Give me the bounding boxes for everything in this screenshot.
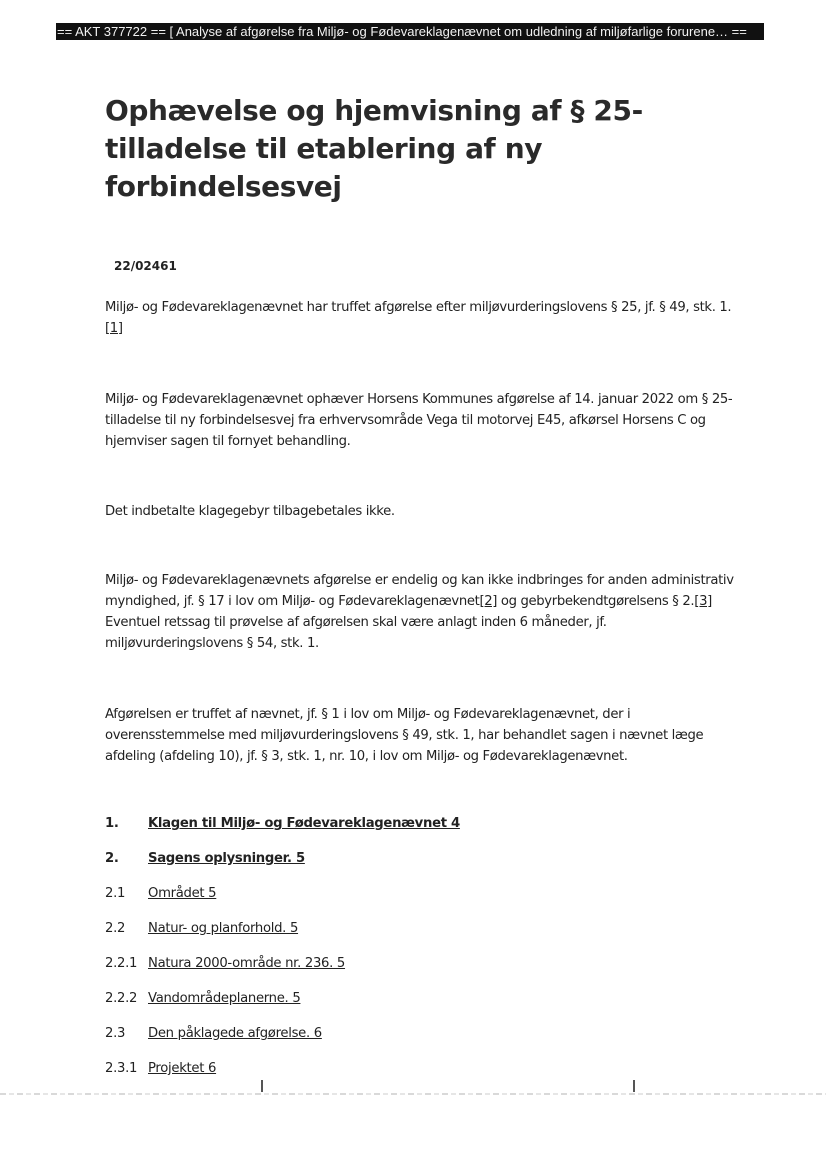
paragraph-text: Det indbetalte klagegebyr tilbagebetales ikke.	[105, 504, 395, 519]
paragraph-ruling	[105, 389, 745, 452]
case-number: 22/02461	[114, 259, 177, 273]
toc-item-2-2-1[interactable]	[105, 956, 345, 971]
paragraph-text: Miljø- og Fødevareklagenævnet ophæver Horsens Kommunes afgørelse af 14. januar 2022 om § 25-tilladelse til ny forbindelsesvej fra erhvervsområde Vega til motorvej E45, afkørsel Horsens C og hjemviser sagen til fornyet behandling.	[105, 392, 733, 449]
toc-item-label: Projektet 6	[148, 1061, 217, 1076]
toc-item-2-3-1[interactable]	[105, 1061, 216, 1076]
toc-item-label: Området 5	[148, 886, 217, 901]
footnote-link-1[interactable]: [1]	[105, 321, 123, 336]
paragraph-decision-basis	[105, 297, 745, 339]
toc-item-label: Natur- og planforhold. 5	[148, 921, 299, 936]
toc-item-number: 2.1	[105, 886, 126, 901]
toc-item-label: Den påklagede afgørelse. 6	[148, 1026, 322, 1041]
toc-item-2-3[interactable]	[105, 1026, 322, 1041]
paragraph-board-composition	[105, 704, 745, 767]
scan-artifact-line	[0, 1093, 826, 1095]
page-title: Ophævelse og hjemvisning af § 25-tilladelse til etablering af ny forbindelsesvej	[105, 94, 643, 203]
toc-item-label: Klagen til Miljø- og Fødevareklagenævnet 4	[148, 816, 460, 831]
scan-artifact-mark	[633, 1080, 635, 1092]
toc-item-label: Vandområdeplanerne. 5	[148, 991, 301, 1006]
banner-text: == AKT 377722 == [ Analyse af afgørelse fra Miljø- og Fødevareklagenævnet om udledning af miljøfarlige forurene… ==	[57, 24, 747, 39]
paragraph-text: Afgørelsen er truffet af nævnet, jf. § 1 i lov om Miljø- og Fødevareklagenævnet, der i overensstemmelse med miljøvurderingslovens § 49, stk. 1, har behandlet sagen i nævnet læge afdeling (afdeling 10), jf. § 3, stk. 1, nr. 10, i lov om Miljø- og Fødevareklagenævnet.	[105, 707, 704, 764]
toc-item-number: 2.2	[105, 921, 126, 936]
paragraph-text: Eventuel retssag til prøvelse af afgørelsen skal være anlagt inden 6 måneder, jf. miljøvurderingslovens § 54, stk. 1.	[105, 615, 607, 651]
toc-item-label: Natura 2000-område nr. 236. 5	[148, 956, 346, 971]
toc-item-number: 2.3	[105, 1026, 126, 1041]
toc-item-2-1[interactable]	[105, 886, 216, 901]
paragraph-text: og gebyrbekendtgørelsens § 2.	[497, 594, 695, 609]
toc-item-2-2-2[interactable]	[105, 991, 300, 1006]
document-banner	[56, 23, 764, 40]
scan-artifact-mark	[261, 1080, 263, 1092]
toc-item-label: Sagens oplysninger. 5	[148, 851, 305, 866]
toc-item-number: 2.2.2	[105, 991, 138, 1006]
paragraph-finality	[105, 570, 745, 654]
toc-item-1[interactable]	[105, 816, 460, 831]
toc-item-number: 2.2.1	[105, 956, 138, 971]
paragraph-fee	[105, 501, 745, 522]
toc-item-number: 1.	[105, 816, 119, 831]
footnote-link-3[interactable]: [3]	[694, 594, 712, 609]
toc-item-2-2[interactable]	[105, 921, 298, 936]
toc-item-number: 2.3.1	[105, 1061, 138, 1076]
toc-item-2[interactable]	[105, 851, 305, 866]
footnote-link-2[interactable]: [2]	[479, 594, 498, 609]
paragraph-text: Miljø- og Fødevareklagenævnet har truffet afgørelse efter miljøvurderingslovens § 25, jf. § 49, stk. 1.	[105, 300, 732, 315]
toc-item-number: 2.	[105, 851, 119, 866]
paragraph-text: Miljø- og Fødevareklagenævnets afgørelse er endelig og kan ikke indbringes for anden administrativ myndighed, jf. § 17 i lov om Miljø- og Fødevareklagenævnet	[105, 573, 734, 609]
